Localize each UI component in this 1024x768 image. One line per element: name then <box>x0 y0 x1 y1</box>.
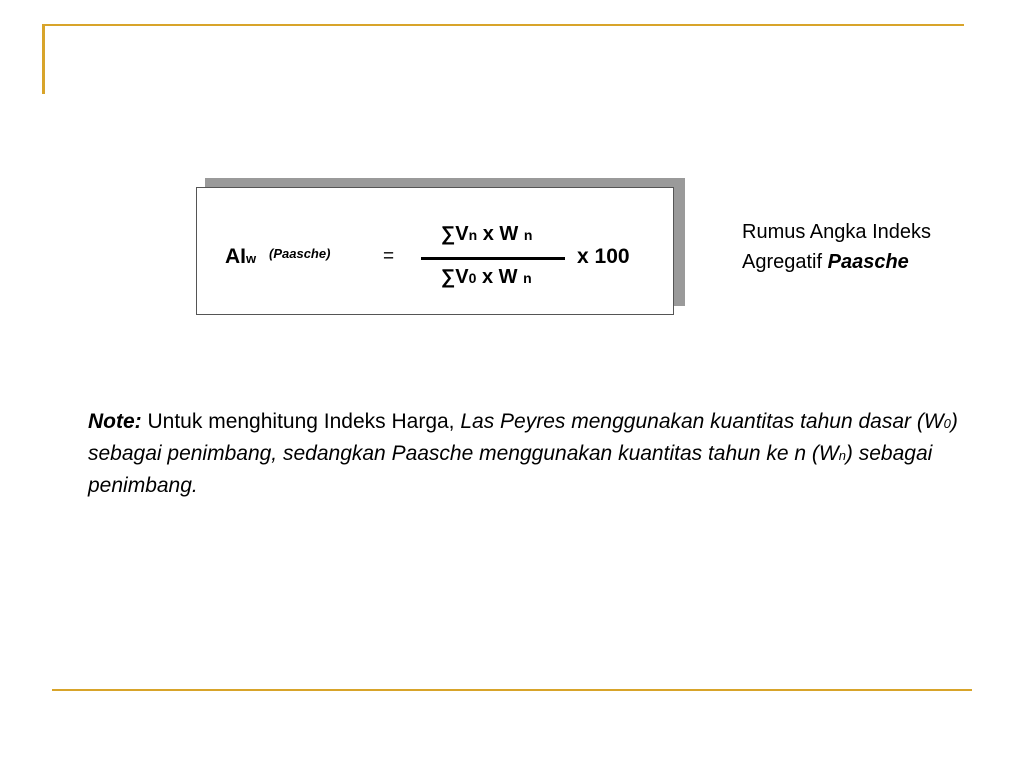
formula-equals: = <box>383 246 395 267</box>
numerator-sum: ∑V <box>441 223 469 245</box>
denominator-sub: 0 <box>468 270 477 286</box>
top-horizontal-rule <box>42 24 964 26</box>
note-part-1: Untuk menghitung Indeks Harga, <box>141 410 461 433</box>
denominator-sum: ∑V <box>441 266 469 288</box>
formula-denominator <box>441 266 532 289</box>
caption-line-1: Rumus Angka Indeks <box>742 221 931 243</box>
top-left-vertical-rule <box>42 24 45 94</box>
note-part-3: ) sebagai penimbang, sedangkan Paasche menggunakan kuantitas tahun ke n (W <box>88 410 958 465</box>
note-subscript-2: n <box>838 448 846 463</box>
numerator-sub2: n <box>523 227 533 243</box>
note-paragraph <box>88 407 988 501</box>
formula-lhs-tag: (Paasche) <box>269 246 331 261</box>
formula-lhs-sub: w <box>246 251 257 266</box>
note-part-4: ) sebagai penimbang. <box>88 442 933 497</box>
formula-caption <box>742 217 1012 277</box>
numerator-sub: n <box>468 227 478 243</box>
note-label: Note: <box>88 410 142 433</box>
note-subscript-1: 0 <box>943 416 951 431</box>
numerator-mid: x W <box>477 223 524 245</box>
caption-line-2-prefix: Agregatif <box>742 251 828 273</box>
note-part-2: Las Peyres menggunakan kuantitas tahun dasar (W <box>460 410 944 433</box>
formula-numerator <box>441 223 532 246</box>
formula-multiplier: x 100 <box>577 245 630 268</box>
denominator-mid: x W <box>476 266 524 288</box>
caption-line-2-emphasis: Paasche <box>827 251 909 273</box>
fraction-bar <box>421 257 565 260</box>
formula-lhs <box>225 245 256 269</box>
formula-box <box>196 187 674 315</box>
denominator-sub2: n <box>523 270 532 286</box>
bottom-horizontal-rule <box>52 689 972 691</box>
caption-line-2 <box>742 247 1012 277</box>
formula-lhs-main: AI <box>225 245 246 268</box>
